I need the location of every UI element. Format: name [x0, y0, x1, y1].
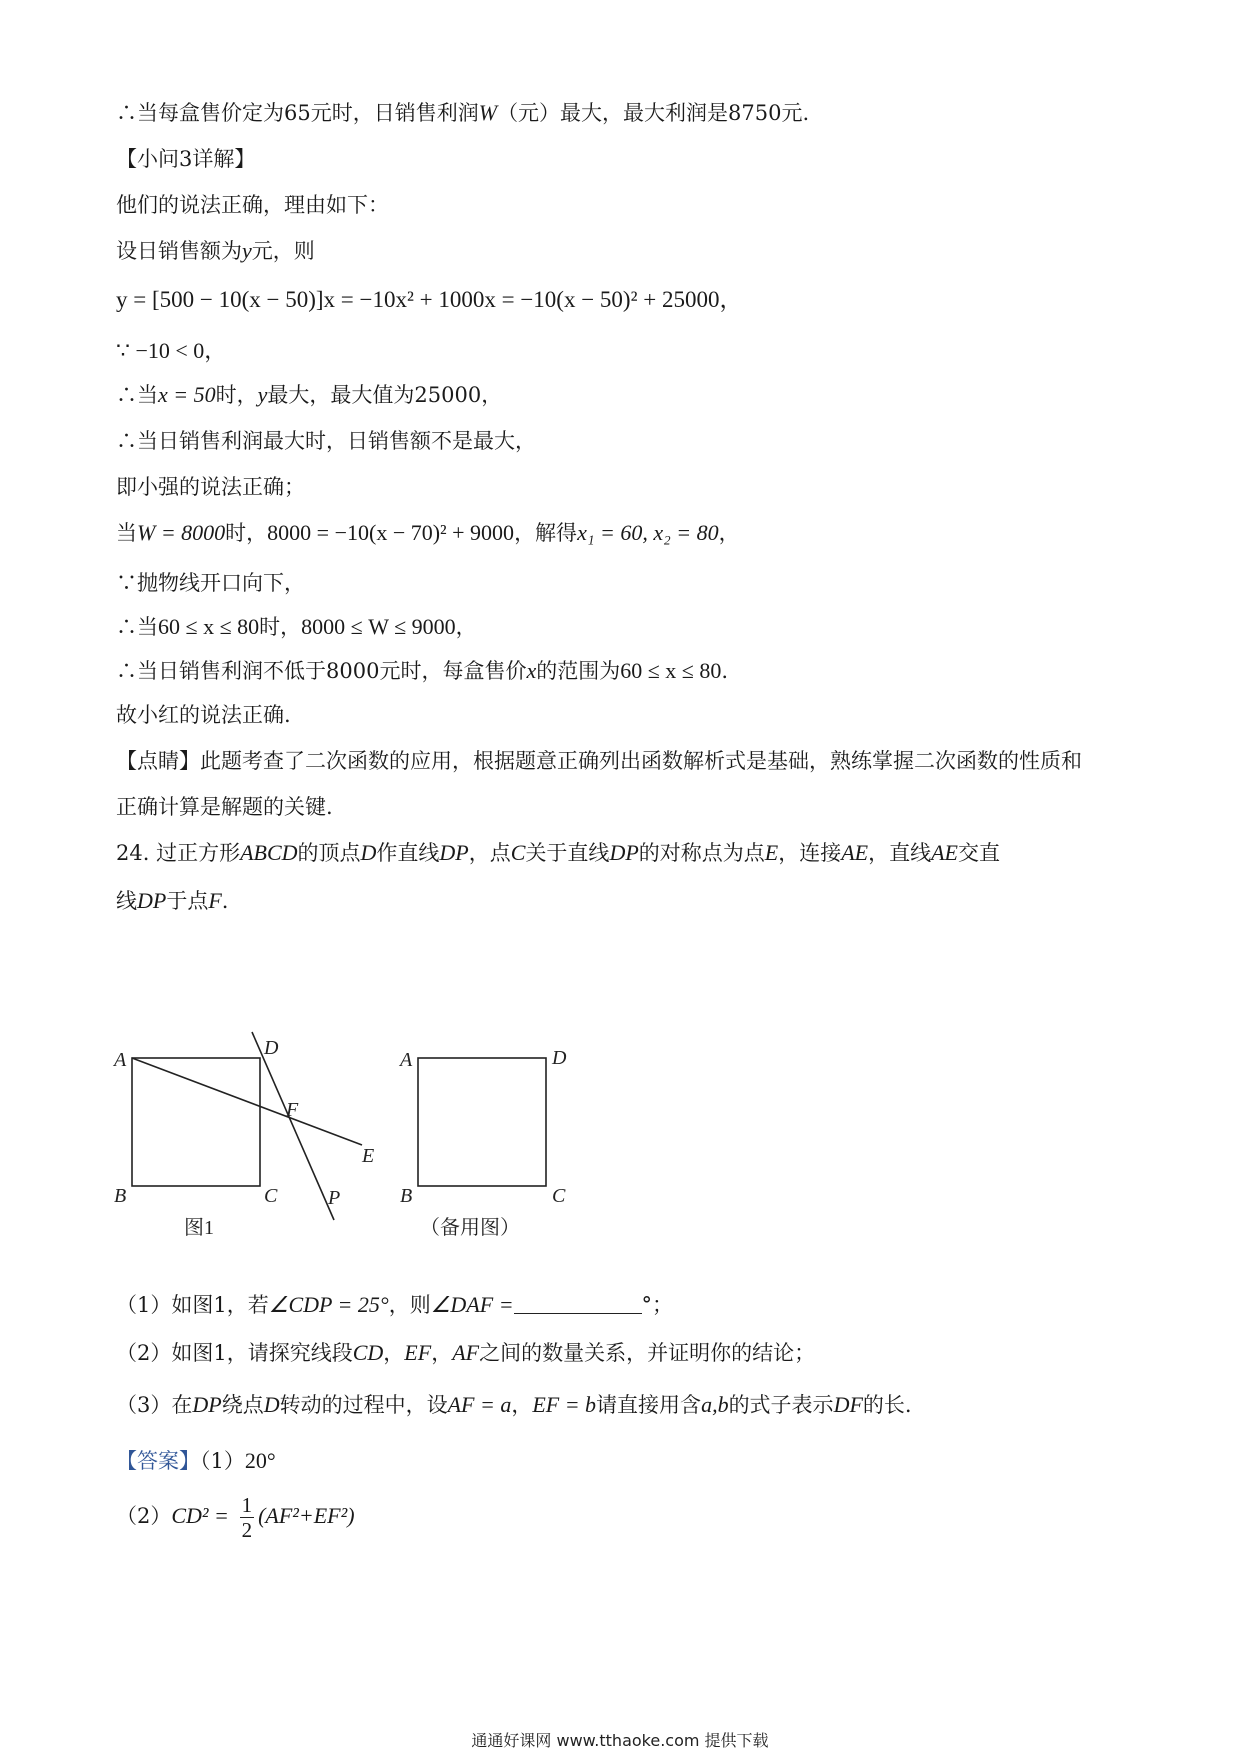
solution-line-12: ∴当60 ≤ x ≤ 80时，8000 ≤ W ≤ 9000， [116, 614, 477, 639]
solution-line-4: 设日销售额为y元，则 [116, 238, 315, 263]
solution-line-7: ∴当x = 50时，y最大，最大值为25000， [116, 382, 503, 407]
solution-line-14: 故小红的说法正确. [116, 703, 291, 727]
label-b: B [114, 1185, 127, 1207]
equation-sales-amount: y = [500 − 10(x − 50)]x = −10x² + 1000x = −10(x − 50)² + 25000， [116, 287, 743, 312]
figure-1 [100, 1010, 400, 1240]
answer-line-2: （2）CD² = $\frac{1}{2}$ (AF²+EF²) [116, 1493, 355, 1542]
fraction-one-half: $\frac{1}{2}$ [241, 1493, 253, 1542]
solution-line-1: ∴当每盒售价定为65元时，日销售利润W（元）最大，最大利润是8750元. [116, 100, 810, 125]
question-24-line-2: 线DP于点F. [116, 888, 229, 913]
label-c: C [552, 1185, 566, 1207]
figure-1-caption: 图1 [184, 1217, 214, 1239]
part-2: （2）如图1，请探究线段CD，EF，AF之间的数量关系，并证明你的结论； [116, 1340, 816, 1365]
label-c: C [264, 1185, 278, 1207]
label-d: D [552, 1047, 567, 1069]
label-e: E [362, 1145, 375, 1167]
answer-label: 【答案】 [116, 1449, 200, 1473]
answer-blank[interactable] [514, 1295, 642, 1314]
part-3: （3）在DP绕点D转动的过程中，设AF = a，EF = b请直接用含a,b的式子表示DF的长. [116, 1392, 912, 1417]
footer-source: 通通好课网 www.tthaoke.com 提供下载 [471, 1731, 769, 1750]
solution-summary-line-2: 正确计算是解题的关键. [116, 795, 333, 819]
answer-line-1: 【答案】（1）20° [116, 1448, 276, 1473]
label-a: A [400, 1049, 413, 1071]
question-24-line-1: 24. 过正方形ABCD的顶点D作直线DP，点C关于直线DP的对称点为点E，连接AE，直线AE交直 [116, 840, 1000, 865]
label-f: F [286, 1099, 299, 1121]
label-p: P [328, 1187, 341, 1209]
square-abcd-spare [418, 1058, 546, 1186]
square-abcd [132, 1058, 260, 1186]
label-d: D [264, 1037, 279, 1059]
solution-line-8: ∴当日销售利润最大时，日销售额不是最大， [116, 429, 536, 453]
solution-line-11: ∵抛物线开口向下， [116, 571, 305, 595]
answer-1-value: 20° [244, 1448, 276, 1473]
label-b: B [400, 1185, 413, 1207]
solution-summary-line-1: 【点睛】此题考查了二次函数的应用，根据题意正确列出函数解析式是基础，熟练掌握二次函数的性质和 [116, 749, 1082, 773]
solution-line-3: 他们的说法正确，理由如下： [116, 193, 389, 217]
part-1: （1）如图1，若∠CDP = 25°，则∠DAF = °； [116, 1292, 674, 1317]
solution-subheading-3: 【小问3详解】 [116, 147, 256, 171]
solution-line-10: 当W = 8000时，8000 = −10(x − 70)² + 9000，解得x₁ = 60, x₂ = 80， [116, 520, 740, 545]
label-a: A [114, 1049, 127, 1071]
solution-line-6: ∵ −10 < 0， [116, 338, 227, 363]
figure-spare-caption: （备用图） [420, 1217, 520, 1239]
line-ae [132, 1058, 362, 1145]
figure-spare [390, 1010, 590, 1240]
solution-line-13: ∴当日销售利润不低于8000元时，每盒售价x的范围为60 ≤ x ≤ 80. [116, 658, 729, 683]
solution-line-9: 即小强的说法正确； [116, 475, 305, 499]
